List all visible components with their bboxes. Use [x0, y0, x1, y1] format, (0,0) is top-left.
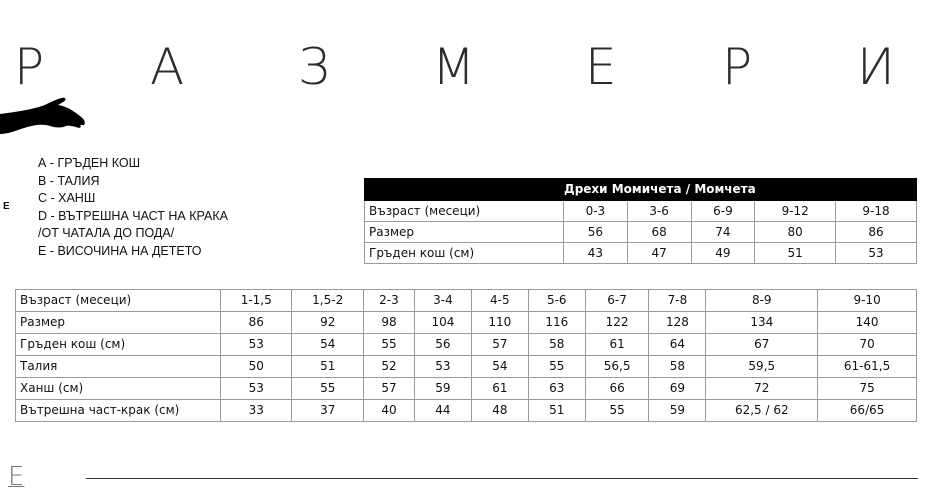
table-cell: 2-3 [363, 290, 414, 312]
table-cell: 140 [818, 312, 917, 334]
table-cell: 67 [706, 334, 818, 356]
table-cell: 69 [649, 378, 706, 400]
row-label: Гръден кош (см) [16, 334, 221, 356]
table-cell: 66/65 [818, 400, 917, 422]
table-cell: 63 [528, 378, 585, 400]
row-label: Възраст (месеци) [16, 290, 221, 312]
table-row [365, 243, 917, 264]
table-cell: 48 [471, 400, 528, 422]
table-cell: 8-9 [706, 290, 818, 312]
table-cell: 68 [627, 222, 691, 243]
table-cell: 44 [414, 400, 471, 422]
legend-item: А - ГРЪДЕН КОШ [38, 156, 141, 170]
table-cell: 86 [836, 222, 917, 243]
table-cell: 128 [649, 312, 706, 334]
table-cell: 57 [471, 334, 528, 356]
table-cell: 80 [755, 222, 836, 243]
table-cell: 59,5 [706, 356, 818, 378]
table-row [16, 378, 917, 400]
table-cell: 53 [221, 334, 292, 356]
table-cell: 1-1,5 [221, 290, 292, 312]
table-cell: 55 [292, 378, 363, 400]
table-cell: 52 [363, 356, 414, 378]
table-cell: 54 [292, 334, 363, 356]
table-cell: 43 [564, 243, 628, 264]
table-cell: 49 [691, 243, 755, 264]
table-cell: 47 [627, 243, 691, 264]
table-cell: 51 [528, 400, 585, 422]
table-row [365, 201, 917, 222]
table-cell: 37 [292, 400, 363, 422]
infant-table-title: Дрехи Момичета / Момчета [564, 179, 917, 201]
legend-item: D - ВЪТРЕШНА ЧАСТ НА КРАКА [38, 208, 228, 223]
row-label: Ханш (см) [16, 378, 221, 400]
title-letter: З [298, 38, 330, 96]
table-row [16, 356, 917, 378]
table-cell: 74 [691, 222, 755, 243]
row-label: Вътрешна част-крак (см) [16, 400, 221, 422]
table-cell: 51 [755, 243, 836, 264]
table-row [16, 312, 917, 334]
table-cell: 50 [221, 356, 292, 378]
table-cell: 72 [706, 378, 818, 400]
row-label: Размер [365, 222, 564, 243]
infant-size-table [364, 178, 917, 264]
table-cell: 116 [528, 312, 585, 334]
table-cell: 62,5 / 62 [706, 400, 818, 422]
table-cell: 57 [363, 378, 414, 400]
table-cell: 1,5-2 [292, 290, 363, 312]
kids-size-table [15, 289, 917, 422]
table-cell: 0-3 [564, 201, 628, 222]
table-cell: 70 [818, 334, 917, 356]
table-cell: 6-9 [691, 201, 755, 222]
measurement-legend [38, 155, 228, 261]
table-cell: 40 [363, 400, 414, 422]
table-cell: 4-5 [471, 290, 528, 312]
table-cell: 64 [649, 334, 706, 356]
title-letter: Р [14, 38, 45, 96]
footer-letter: E [8, 462, 25, 492]
table-cell: 55 [363, 334, 414, 356]
table-cell: 104 [414, 312, 471, 334]
table-cell: 9-10 [818, 290, 917, 312]
table-cell: 58 [649, 356, 706, 378]
table-cell: 55 [528, 356, 585, 378]
table-cell: 5-6 [528, 290, 585, 312]
table-cell: 54 [471, 356, 528, 378]
table-cell: 3-6 [627, 201, 691, 222]
table-cell: 58 [528, 334, 585, 356]
title-letter: М [432, 38, 476, 96]
table-cell: 122 [585, 312, 649, 334]
row-label: Талия [16, 356, 221, 378]
title-letter: И [857, 38, 895, 96]
legend-item: Е - ВИСОЧИНА НА ДЕТЕТО [38, 243, 202, 258]
legend-item: В - ТАЛИЯ [38, 173, 100, 188]
title-letter: Е [585, 38, 617, 96]
table-cell: 6-7 [585, 290, 649, 312]
table-cell: 56 [564, 222, 628, 243]
hand-icon [0, 96, 90, 140]
legend-item: /ОТ ЧАТАЛА ДО ПОДА/ [38, 226, 175, 241]
legend-item: С - ХАНШ [38, 191, 96, 206]
table-cell: 9-18 [836, 201, 917, 222]
table-cell: 9-12 [755, 201, 836, 222]
table-cell: 7-8 [649, 290, 706, 312]
table-cell: 59 [649, 400, 706, 422]
table-row [16, 290, 917, 312]
table-cell: 86 [221, 312, 292, 334]
table-cell: 53 [414, 356, 471, 378]
table-cell: 61 [471, 378, 528, 400]
table-cell: 61-61,5 [818, 356, 917, 378]
table-cell: 110 [471, 312, 528, 334]
table-cell: 53 [836, 243, 917, 264]
table-cell: 51 [292, 356, 363, 378]
table-cell: 33 [221, 400, 292, 422]
table-cell: 75 [818, 378, 917, 400]
footer-divider [86, 478, 918, 479]
table-row [16, 334, 917, 356]
table-cell: 134 [706, 312, 818, 334]
table-cell: 61 [585, 334, 649, 356]
row-label: Възраст (месеци) [365, 201, 564, 222]
table-row [16, 400, 917, 422]
row-label: Гръден кош (см) [365, 243, 564, 264]
table-cell: 56,5 [585, 356, 649, 378]
edge-letter: E [3, 201, 10, 212]
table-row [365, 222, 917, 243]
title-letter: Р [722, 38, 753, 96]
title-letter: А [150, 38, 185, 96]
table-cell: 53 [221, 378, 292, 400]
table-cell: 56 [414, 334, 471, 356]
table-cell: 92 [292, 312, 363, 334]
page-title [0, 40, 925, 95]
row-label: Размер [16, 312, 221, 334]
table-cell: 3-4 [414, 290, 471, 312]
table-cell: 98 [363, 312, 414, 334]
table-cell: 55 [585, 400, 649, 422]
table-cell: 66 [585, 378, 649, 400]
table-cell: 59 [414, 378, 471, 400]
